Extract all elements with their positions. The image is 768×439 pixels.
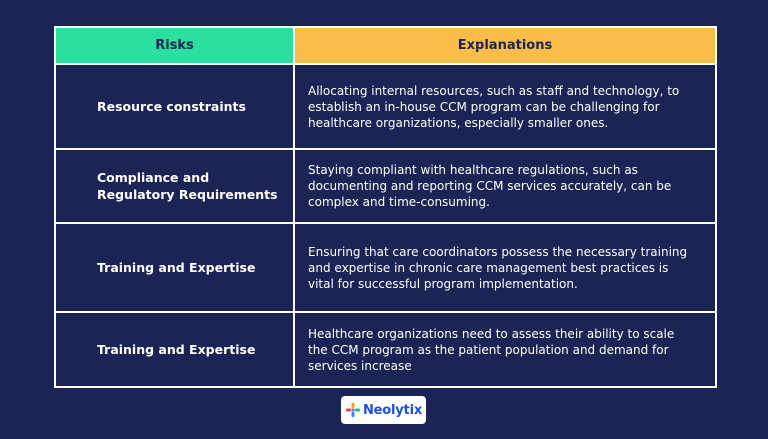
- risks-column-header: Risks: [55, 27, 294, 64]
- table-row: [55, 64, 716, 149]
- risks-table: [54, 26, 717, 388]
- neolytix-logo: [341, 396, 426, 424]
- logo-wordmark: Neolytix: [363, 402, 423, 418]
- risk-cell: Resource constraints: [55, 64, 294, 149]
- table-header-row: [55, 27, 716, 64]
- explanation-cell: Healthcare organizations need to assess their ability to scale the CCM program as the patient population and demand for services increase: [294, 312, 716, 387]
- explanation-cell: Staying compliant with healthcare regulations, such as documenting and reporting CCM services accurately, can be complex and time-consuming.: [294, 149, 716, 223]
- risk-cell: Training and Expertise: [55, 223, 294, 312]
- explanation-cell: Allocating internal resources, such as staff and technology, to establish an in-house CCM program can be challenging for healthcare organizations, especially smaller ones.: [294, 64, 716, 149]
- explanation-cell: Ensuring that care coordinators possess the necessary training and expertise in chronic care management best practices is vital for successful program implementation.: [294, 223, 716, 312]
- risk-cell: Compliance and Regulatory Requirements: [55, 149, 294, 223]
- table-row: [55, 312, 716, 387]
- table-row: [55, 223, 716, 312]
- table-row: [55, 149, 716, 223]
- neolytix-mark-icon: [346, 403, 360, 417]
- risk-cell: Training and Expertise: [55, 312, 294, 387]
- explanations-column-header: Explanations: [294, 27, 716, 64]
